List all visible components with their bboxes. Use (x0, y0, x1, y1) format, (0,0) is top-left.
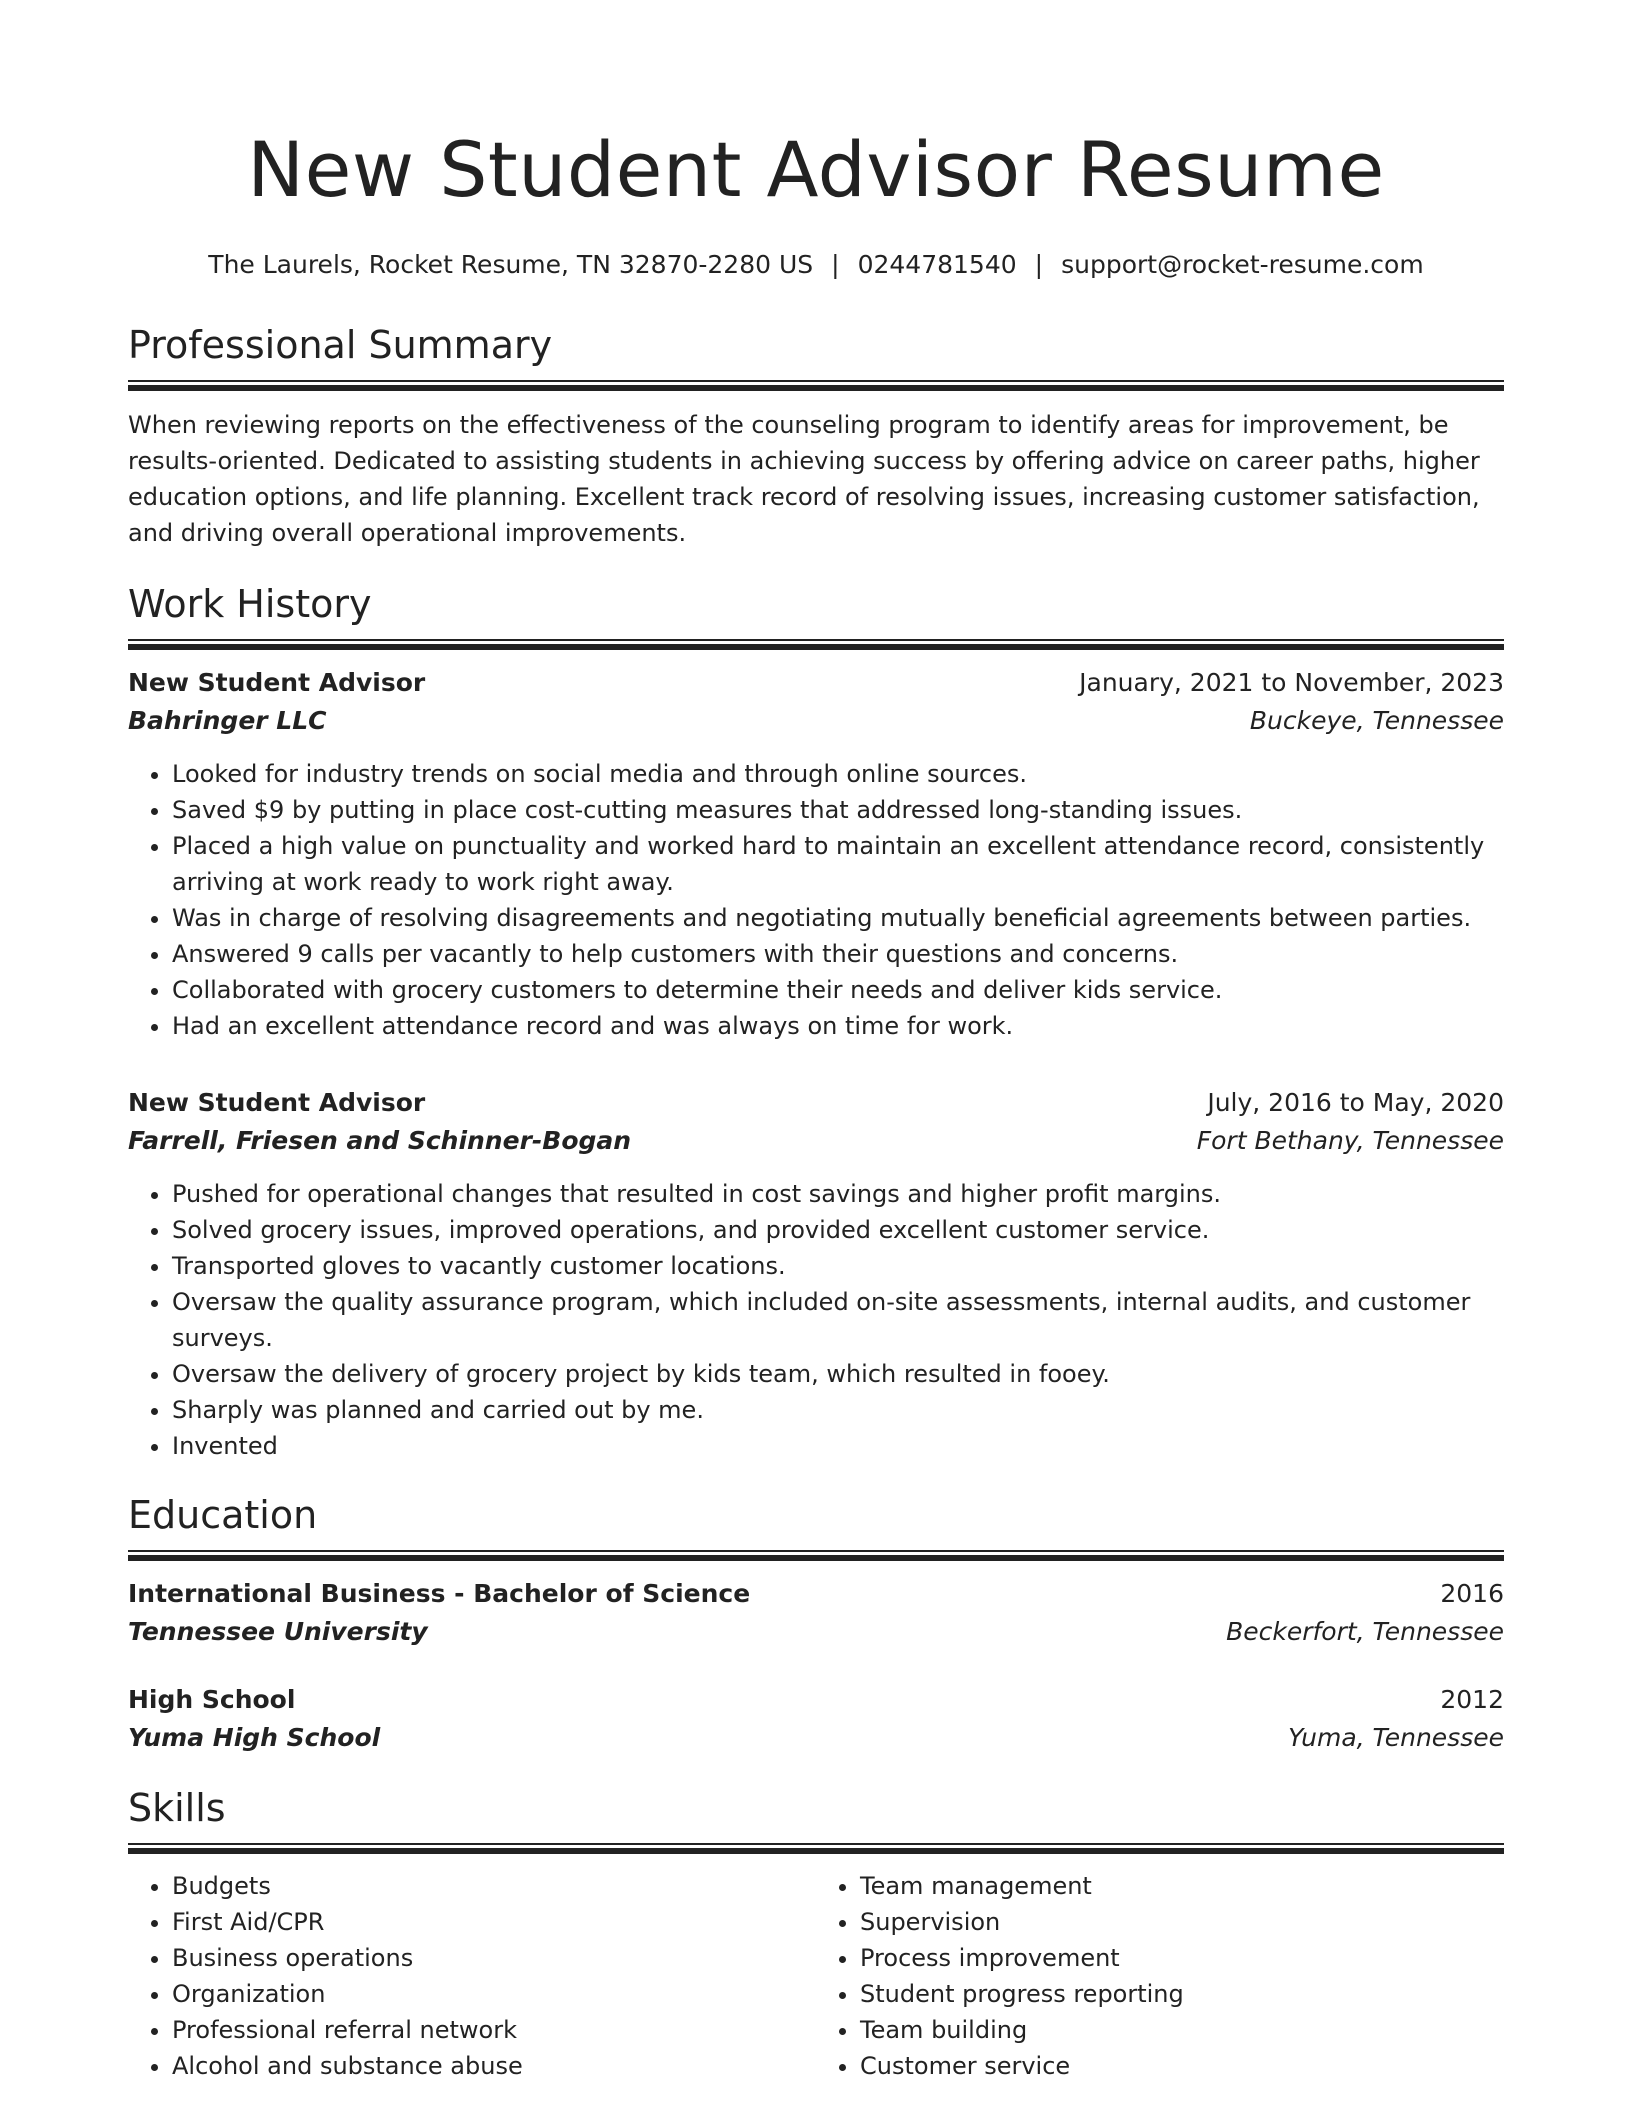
list-item: • Alcohol and substance abuse (172, 2048, 816, 2084)
list-item: • Transported gloves to vacantly customer locations. (172, 1248, 1504, 1284)
job-role: New Student Advisor (128, 668, 426, 697)
skills-list (128, 1868, 1504, 2084)
list-item: • Had an excellent attendance record and was always on time for work. (172, 1008, 1504, 1044)
education-location: Yuma, Tennessee (1288, 1723, 1504, 1752)
skills-section (128, 1785, 1504, 2084)
list-item: • Sharply was planned and carried out by me. (172, 1392, 1504, 1428)
list-item: • Budgets (172, 1868, 816, 1904)
education-degree: International Business - Bachelor of Science (128, 1579, 751, 1608)
skills-column-left (128, 1868, 816, 2084)
list-item: • Professional referral network (172, 2012, 816, 2048)
section-divider (128, 639, 1504, 650)
list-item: • Collaborated with grocery customers to determine their needs and deliver kids service. (172, 972, 1504, 1008)
list-item: • Invented (172, 1428, 1504, 1464)
job-dates: July, 2016 to May, 2020 (1207, 1088, 1504, 1117)
list-item: • Was in charge of resolving disagreements and negotiating mutually beneficial agreements between parties. (172, 900, 1504, 936)
job-location: Buckeye, Tennessee (1249, 706, 1504, 735)
list-item: • Oversaw the delivery of grocery project by kids team, which resulted in fooey. (172, 1356, 1504, 1392)
section-heading-skills: Skills (128, 1786, 226, 1830)
summary-section (128, 322, 1504, 551)
page-title: New Student Advisor Resume (247, 125, 1385, 214)
contact-phone: 0244781540 (857, 250, 1017, 279)
education-location: Beckerfort, Tennessee (1226, 1617, 1504, 1646)
job-company: Bahringer LLC (128, 706, 327, 735)
contact-email[interactable]: support@rocket-resume.com (1061, 250, 1424, 279)
job-entry (128, 664, 1504, 1044)
list-item: • Pushed for operational changes that resulted in cost savings and higher profit margins. (172, 1176, 1504, 1212)
contact-address: The Laurels, Rocket Resume, TN 32870-2280 US (208, 250, 814, 279)
job-entry (128, 1084, 1504, 1464)
list-item: • Saved $9 by putting in place cost-cutting measures that addressed long-standing issues. (172, 792, 1504, 828)
list-item: • Customer service (860, 2048, 1504, 2084)
job-location: Fort Bethany, Tennessee (1196, 1126, 1504, 1155)
list-item: • Organization (172, 1976, 816, 2012)
summary-text: When reviewing reports on the effectiveness of the counseling program to identify areas for improvement, be results-oriented. Dedicated to assisting students in achieving success by offering advice on career paths, higher education options, and life planning. Excellent track record of resolving issues, increasing customer satisfaction, and driving overall operational improvements. (128, 411, 1480, 547)
education-year: 2016 (1440, 1579, 1504, 1608)
list-item: • Team building (860, 2012, 1504, 2048)
list-item: • Process improvement (860, 1940, 1504, 1976)
section-divider (128, 380, 1504, 391)
list-item: • Oversaw the quality assurance program, which included on-site assessments, internal audits, and customer surveys. (172, 1284, 1504, 1356)
list-item: • Supervision (860, 1904, 1504, 1940)
contact-line (128, 248, 1504, 282)
skills-column-right (816, 1868, 1504, 2084)
list-item: • Answered 9 calls per vacantly to help customers with their questions and concerns. (172, 936, 1504, 972)
job-bullets (128, 756, 1504, 1044)
education-year: 2012 (1440, 1685, 1504, 1714)
list-item: • Placed a high value on punctuality and worked hard to maintain an excellent attendance record, consistently arriving at work ready to work right away. (172, 828, 1504, 900)
job-dates: January, 2021 to November, 2023 (1079, 668, 1504, 697)
list-item: • Solved grocery issues, improved operations, and provided excellent customer service. (172, 1212, 1504, 1248)
education-section (128, 1492, 1504, 1757)
work-history-section (128, 581, 1504, 1464)
job-company: Farrell, Friesen and Schinner-Bogan (128, 1126, 632, 1155)
section-heading-summary: Professional Summary (128, 323, 553, 367)
list-item: • Student progress reporting (860, 1976, 1504, 2012)
education-entry (128, 1681, 1504, 1757)
list-item: • Looked for industry trends on social media and through online sources. (172, 756, 1504, 792)
job-role: New Student Advisor (128, 1088, 426, 1117)
section-heading-education: Education (128, 1493, 318, 1537)
section-divider (128, 1550, 1504, 1561)
section-heading-work: Work History (128, 582, 372, 626)
contact-separator: | (831, 250, 840, 279)
list-item: • Business operations (172, 1940, 816, 1976)
list-item: • Team management (860, 1868, 1504, 1904)
education-school: Yuma High School (128, 1723, 381, 1752)
education-entry (128, 1575, 1504, 1651)
list-item: • First Aid/CPR (172, 1904, 816, 1940)
job-bullets (128, 1176, 1504, 1464)
education-degree: High School (128, 1685, 296, 1714)
education-school: Tennessee University (128, 1617, 428, 1646)
section-divider (128, 1843, 1504, 1854)
contact-separator: | (1034, 250, 1044, 279)
